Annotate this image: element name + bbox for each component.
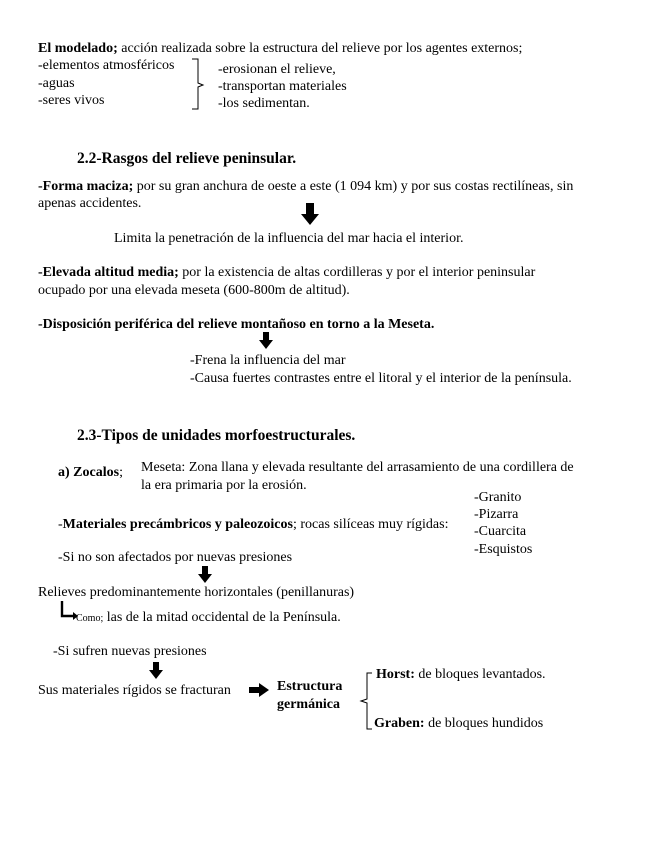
meseta-line-1: Meseta: Zona llana y elevada resultante del arrasamiento de una cordillera de [141, 460, 574, 475]
materiales-text: ; rocas silíceas muy rígidas: [292, 517, 449, 532]
graben-label: Graben: [374, 716, 425, 731]
como-line [76, 609, 341, 627]
action-item: -transportan materiales [218, 79, 347, 94]
altitud-label: -Elevada altitud media; [38, 265, 179, 280]
action-item: -los sedimentan. [218, 96, 310, 111]
zocalos-title: a) Zocalos [58, 465, 120, 480]
section-heading-2-3: 2.3-Tipos de unidades morfoestructurales. [77, 427, 356, 444]
materiales-dash: - [58, 517, 63, 532]
disposicion-heading: -Disposición periférica del relieve montañoso en torno a la Meseta. [38, 317, 435, 332]
fracturan-line: Sus materiales rígidos se fracturan [38, 683, 231, 698]
rock-item: -Cuarcita [474, 524, 527, 539]
altitud-line-1 [38, 264, 535, 281]
graben-text: de bloques hundidos [424, 716, 544, 731]
action-item: -erosionan el relieve, [218, 62, 336, 77]
sufren-presiones: -Si sufren nuevas presiones [53, 644, 207, 659]
altitud-line-2: ocupado por una elevada meseta (600-800m de altitud). [38, 283, 350, 298]
como-label: Como; [76, 613, 104, 624]
down-arrow-icon [149, 662, 163, 679]
zocalos-label [58, 464, 123, 481]
rock-item: -Esquistos [474, 542, 533, 557]
estructura-label-1: Estructura [277, 679, 343, 694]
forma-line-2: apenas accidentes. [38, 196, 142, 211]
altitud-text: por la existencia de altas cordilleras y por el interior peninsular [178, 265, 536, 280]
zocalos-separator: ; [119, 465, 123, 480]
agent-item: -elementos atmosféricos [38, 58, 175, 73]
horst-label: Horst: [376, 667, 415, 682]
horst-line [376, 666, 546, 683]
forma-label: -Forma maciza; [38, 179, 134, 194]
rock-item: -Pizarra [474, 507, 519, 522]
materiales-line [58, 516, 449, 533]
relieves-horizontales: Relieves predominantemente horizontales (penillanuras) [38, 585, 355, 600]
como-text: las de la mitad occidental de la Península. [103, 610, 341, 625]
modelado-def: acción realizada sobre la estructura del relieve por los agentes externos; [117, 41, 523, 56]
modelado-definition [38, 40, 522, 57]
forma-text: por su gran anchura de oeste a este (1 094 km) y por sus costas rectilíneas, sin [133, 179, 574, 194]
left-brace [358, 672, 374, 730]
down-arrow-icon [301, 203, 319, 225]
right-arrow-icon [249, 683, 269, 697]
agent-item: -aguas [38, 76, 75, 91]
section-heading-2-2: 2.2-Rasgos del relieve peninsular. [77, 150, 297, 167]
modelado-term: El modelado; [38, 41, 118, 56]
right-brace [190, 58, 208, 110]
no-afectados: -Si no son afectados por nuevas presiones [58, 550, 293, 565]
horst-text: de bloques levantados. [414, 667, 546, 682]
estructura-label-2: germánica [277, 697, 340, 712]
down-arrow-icon [259, 332, 273, 349]
disposicion-result: -Causa fuertes contrastes entre el litoral y el interior de la península. [190, 371, 572, 386]
rock-item: -Granito [474, 490, 522, 505]
graben-line [374, 715, 543, 732]
disposicion-result: -Frena la influencia del mar [190, 353, 346, 368]
down-arrow-icon [198, 566, 212, 583]
forma-result: Limita la penetración de la influencia del mar hacia el interior. [114, 231, 464, 246]
meseta-line-2: la era primaria por la erosión. [141, 478, 307, 493]
forma-line-1 [38, 178, 573, 195]
materiales-label: Materiales precámbricos y paleozoicos [62, 517, 293, 532]
agent-item: -seres vivos [38, 93, 105, 108]
